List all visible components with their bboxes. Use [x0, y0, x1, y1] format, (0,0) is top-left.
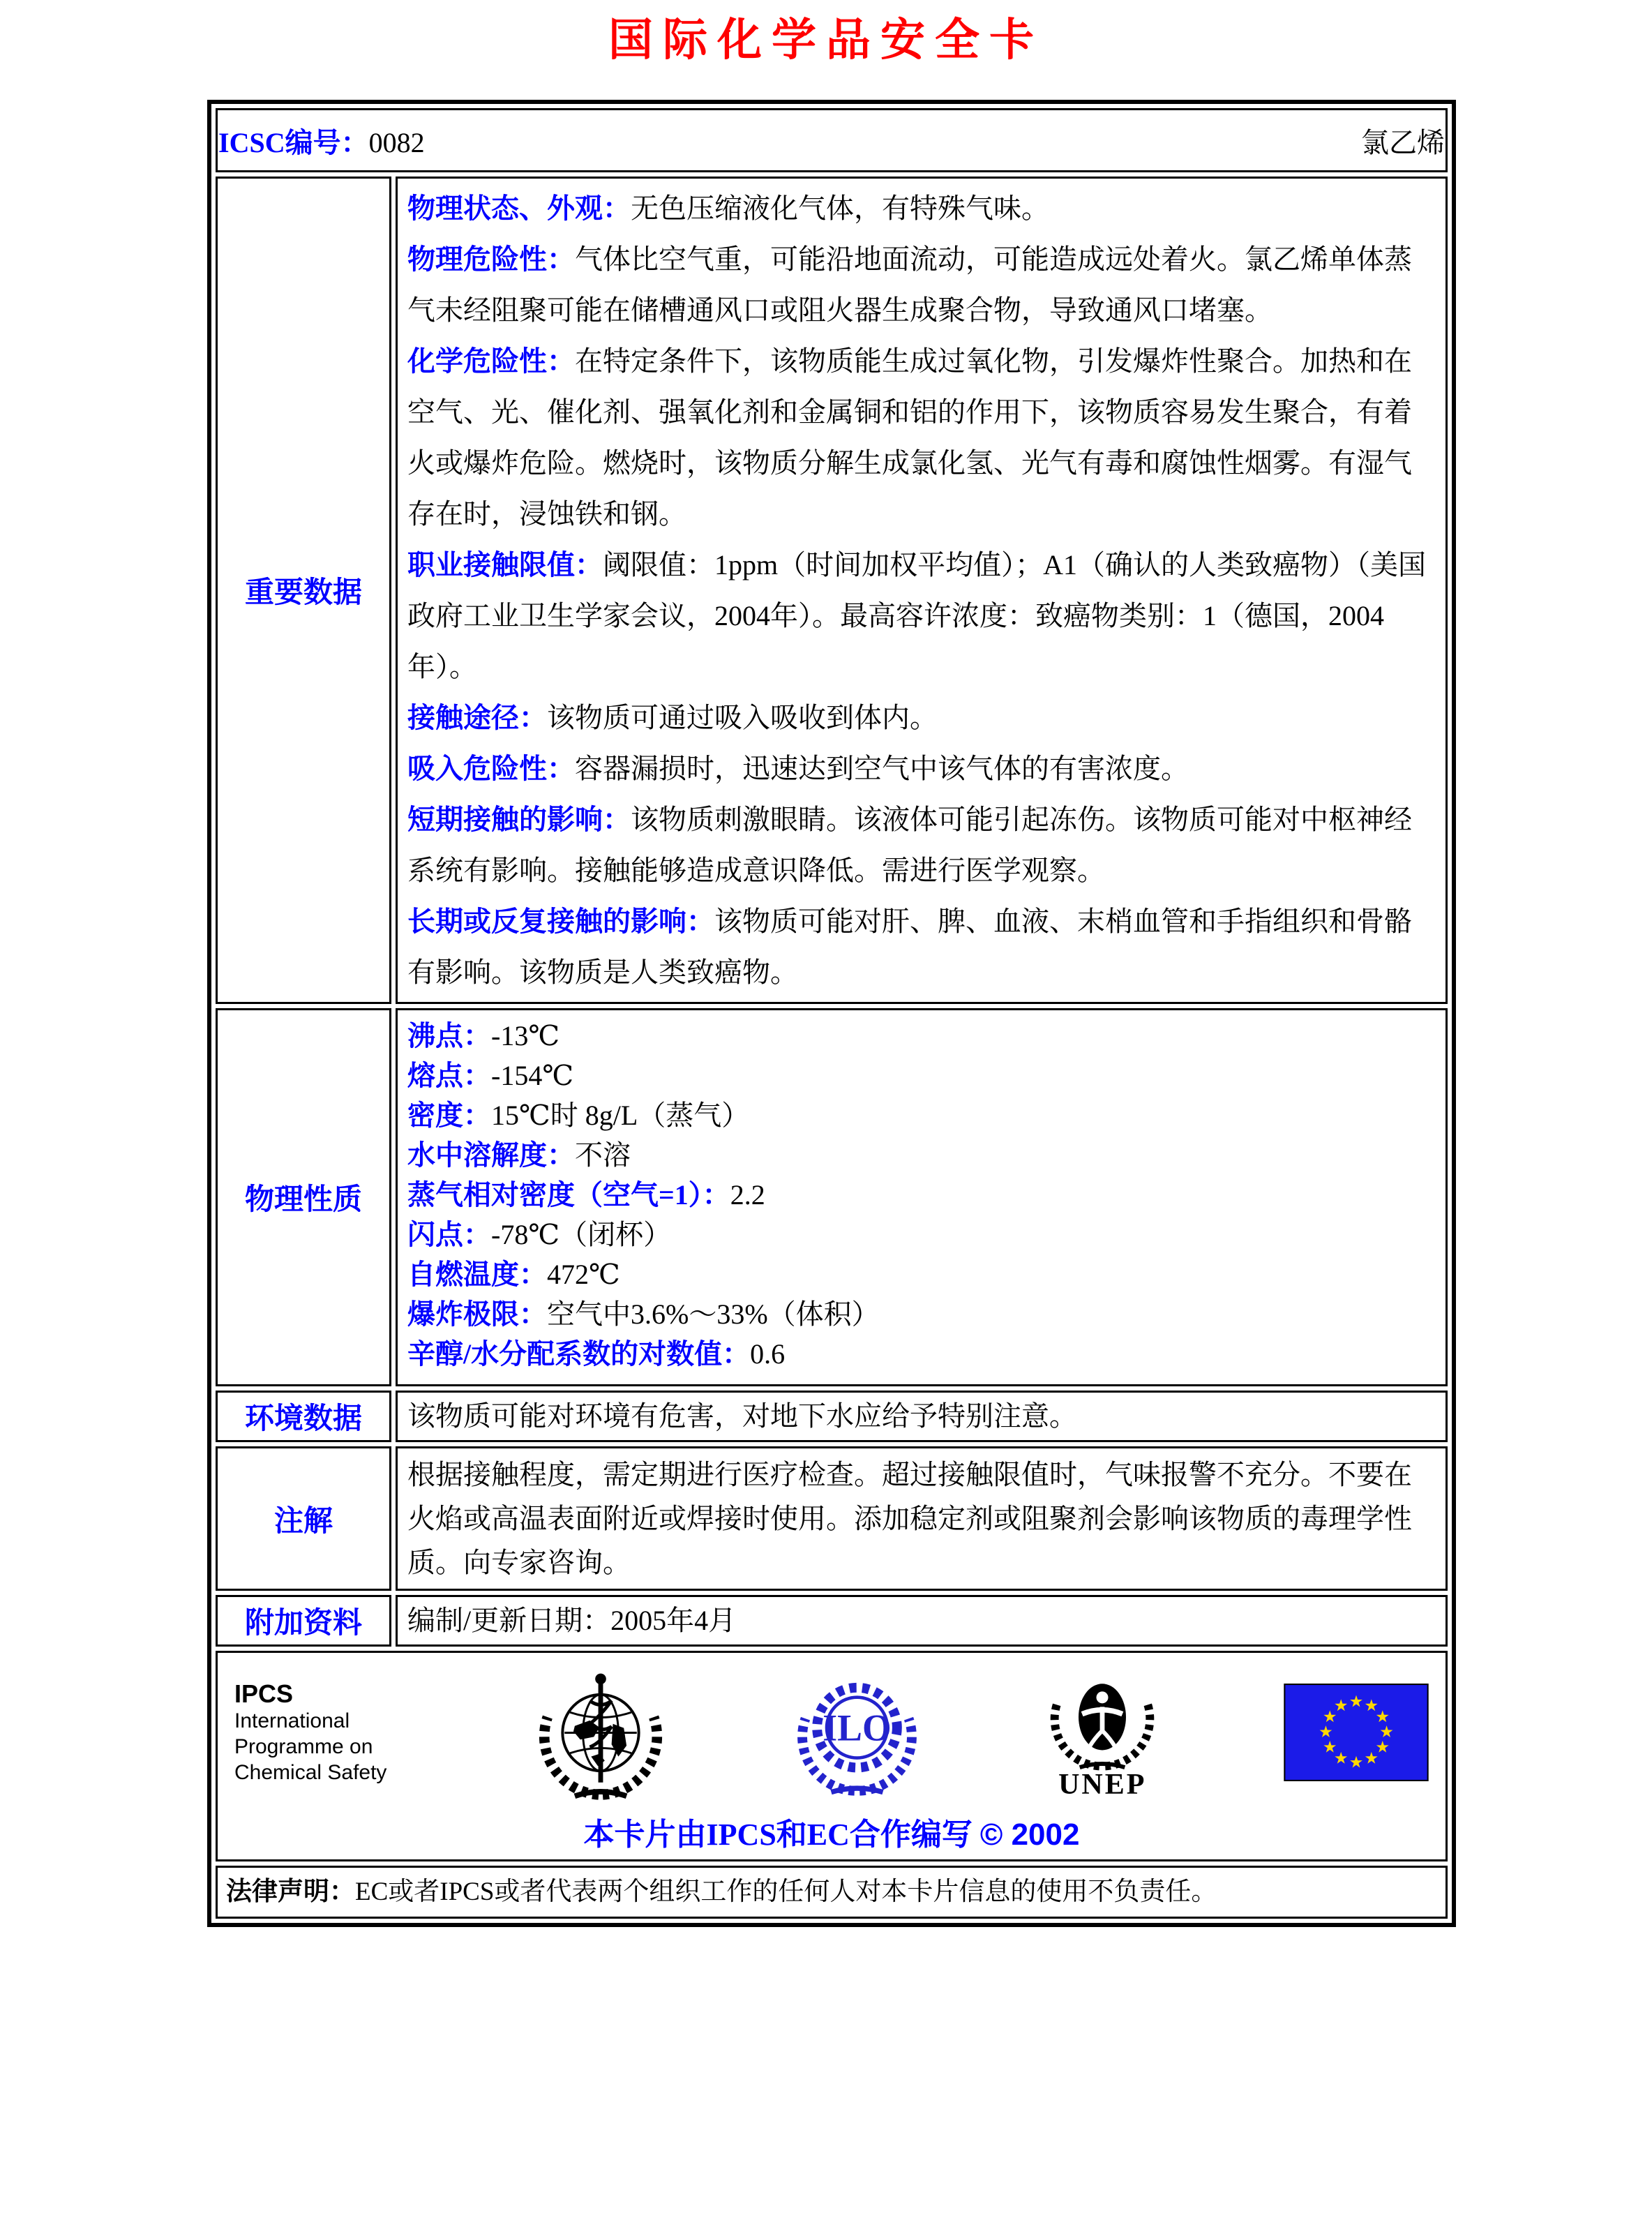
header-row — [216, 108, 1448, 172]
chemical-name: 氯乙烯 — [1361, 126, 1445, 158]
segment-long-term-effects: 长期或反复接触的影响：该物质可能对肝、脾、血液、末梢血管和手指组织和骨骼有影响。该物质是人类致癌物。 — [407, 906, 1412, 988]
unep-label: UNEP — [1058, 1769, 1147, 1801]
segment-short-term-effects: 短期接触的影响：该物质刺激眼睛。该液体可能引起冻伤。该物质可能对中枢神经系统有影响。接触能够造成意识降低。需进行医学观察。 — [407, 804, 1412, 886]
notes-section-label: 注解 — [216, 1446, 391, 1591]
legal-notice-text: EC或者IPCS或者代表两个组织工作的任何人对本卡片信息的使用不负责任。 — [355, 1878, 1217, 1906]
legal-notice-label: 法律声明： — [226, 1878, 355, 1906]
ilo-logo-icon — [793, 1668, 922, 1797]
important-data-row — [216, 177, 1448, 1004]
legal-notice-row — [216, 1866, 1448, 1919]
who-logo-icon — [531, 1661, 670, 1804]
physical-properties-row — [216, 1008, 1448, 1386]
important-data-section-label: 重要数据 — [216, 177, 391, 1004]
environmental-data-content: 该物质可能对环境有危害，对地下水应给予特别注意。 — [396, 1391, 1448, 1442]
prop-boiling-point: 沸点：-13℃ — [407, 1020, 560, 1051]
ipcs-title: IPCS — [234, 1679, 294, 1708]
segment-chemical-danger: 化学危险性：在特定条件下，该物质能生成过氧化物，引发爆炸性聚合。加热和在空气、光、催化剂、强氧化剂和金属铜和铝的作用下，该物质容易发生聚合，有着火或爆炸危险。燃烧时，该物质分解生成氯化氢、光气有毒和腐蚀性烟雾。有湿气存在时，浸蚀铁和钢。 — [407, 345, 1412, 530]
unep-logo-block — [1043, 1666, 1162, 1799]
notes-row — [216, 1446, 1448, 1591]
physical-properties-content — [396, 1008, 1448, 1386]
prop-melting-point: 熔点：-154℃ — [407, 1060, 574, 1091]
logos-row — [216, 1651, 1448, 1861]
additional-info-section-label: 附加资料 — [216, 1595, 391, 1647]
segment-physical-state: 物理状态、外观：无色压缩液化气体，有特殊气味。 — [407, 193, 1049, 224]
icsc-number-value: 0082 — [368, 126, 425, 158]
prop-water-solubility: 水中溶解度：不溶 — [407, 1139, 631, 1171]
environmental-data-section-label: 环境数据 — [216, 1391, 391, 1442]
legal-notice — [216, 1866, 1448, 1919]
notes-content: 根据接触程度，需定期进行医疗检查。超过接触限值时，气味报警不充分。不要在火焰或高温表面附近或焊接时使用。添加稳定剂或阻聚剂会影响该物质的毒理学性质。向专家咨询。 — [396, 1446, 1448, 1591]
prop-vapor-density: 蒸气相对密度（空气=1）：2.2 — [407, 1179, 765, 1211]
prop-log-kow: 辛醇/水分配系数的对数值：0.6 — [407, 1338, 786, 1370]
prop-explosive-limits: 爆炸极限：空气中3.6%～33%（体积） — [407, 1298, 880, 1330]
additional-info-content: 编制/更新日期：2005年4月 — [396, 1595, 1448, 1647]
segment-exposure-limit: 职业接触限值：阈限值：1ppm（时间加权平均值）；A1（确认的人类致癌物）（美国政府工业卫生学家会议，2004年）。最高容许浓度：致癌物类别：1（德国，2004年）。 — [407, 549, 1426, 682]
important-data-content — [396, 177, 1448, 1004]
cooperation-caption: 本卡片由IPCS和EC合作编写 © 2002 — [583, 1818, 1080, 1852]
segment-exposure-route: 接触途径：该物质可通过吸入吸收到体内。 — [407, 702, 938, 733]
additional-info-row — [216, 1595, 1448, 1647]
icsc-number-field — [218, 121, 425, 160]
page-title: 国际化学品安全卡 — [608, 15, 1044, 65]
ipcs-text-block: IPCS International Programme on Chemical Safety — [234, 1680, 409, 1785]
unep-logo-icon — [1043, 1666, 1162, 1771]
prop-density: 密度：15℃时 8g/L（蒸气） — [407, 1100, 750, 1131]
segment-physical-danger: 物理危险性：气体比空气重，可能沿地面流动，可能造成远处着火。氯乙烯单体蒸气未经阻聚可能在储槽通风口或阻火器生成聚合物，导致通风口堵塞。 — [407, 243, 1412, 326]
eu-flag-icon — [1284, 1684, 1429, 1781]
ilo-letters: ILO — [822, 1707, 892, 1749]
environmental-data-row — [216, 1391, 1448, 1442]
icsc-number-label: ICSC编号： — [218, 126, 369, 158]
physical-properties-section-label: 物理性质 — [216, 1008, 391, 1386]
prop-autoignition-temp: 自燃温度：472℃ — [407, 1259, 620, 1290]
copyright-text: © 2002 — [979, 1818, 1080, 1852]
segment-inhalation-risk: 吸入危险性：容器漏损时，迅速达到空气中该气体的有害浓度。 — [407, 753, 1189, 784]
prop-flash-point: 闪点：-78℃（闭杯） — [407, 1219, 672, 1250]
icsc-card-table — [207, 100, 1456, 1927]
